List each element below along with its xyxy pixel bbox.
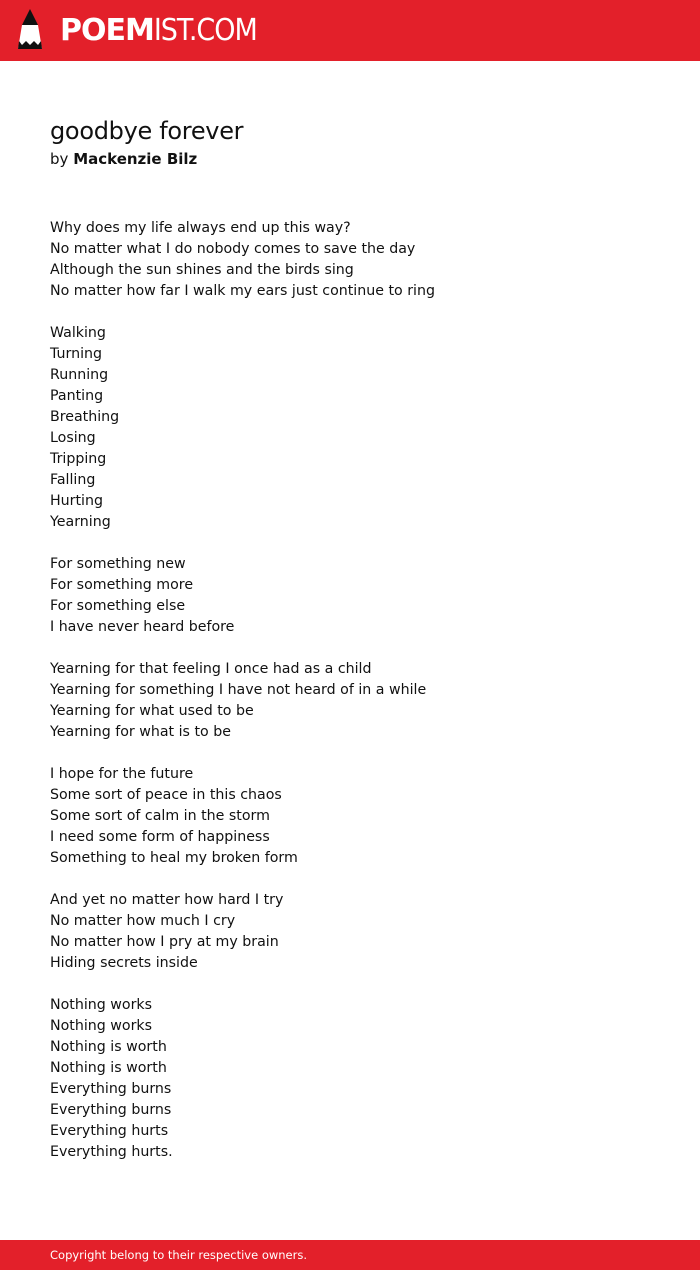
poem-line: Yearning for what used to be <box>50 703 254 719</box>
site-logo-link[interactable] <box>16 8 257 54</box>
poem-line: Although the sun shines and the birds sing <box>50 262 354 278</box>
poem-line: Something to heal my broken form <box>50 850 298 866</box>
poem-line: Losing <box>50 430 96 446</box>
poem-stanza <box>50 323 650 533</box>
poem-line: For something new <box>50 556 186 572</box>
poem-line: Hiding secrets inside <box>50 955 198 971</box>
poem-line: Walking <box>50 325 106 341</box>
poem-line: Everything burns <box>50 1081 172 1097</box>
poem-line: No matter what I do nobody comes to save the day <box>50 241 416 257</box>
copyright-notice: Copyright belong to their respective owners. <box>50 1248 308 1262</box>
poem-stanza <box>50 554 650 638</box>
poem-stanza <box>50 659 650 743</box>
poem-line: Turning <box>50 346 103 362</box>
poem-line: And yet no matter how hard I try <box>50 892 284 908</box>
poem-line: I hope for the future <box>50 766 194 782</box>
poem-line: Breathing <box>50 409 120 425</box>
poem-line: Everything hurts. <box>50 1144 173 1160</box>
poem-stanza <box>50 764 650 869</box>
poem-line: Panting <box>50 388 104 404</box>
poem-line: Falling <box>50 472 96 488</box>
byline-prefix: by <box>50 150 69 168</box>
poem-line: Everything burns <box>50 1102 172 1118</box>
poem-line: I have never heard before <box>50 619 235 635</box>
logo-text-bold: POEM <box>60 13 154 48</box>
poem-title: goodbye forever <box>50 117 244 145</box>
poem-line: Nothing is worth <box>50 1039 167 1055</box>
poem-line: For something more <box>50 577 194 593</box>
poem-stanza <box>50 890 650 974</box>
poem-line: Some sort of calm in the storm <box>50 808 270 824</box>
poem-line: Everything hurts <box>50 1123 169 1139</box>
site-header <box>0 0 700 61</box>
pencil-tip-icon <box>16 9 44 53</box>
poem-line: Hurting <box>50 493 103 509</box>
poem-line: Nothing works <box>50 1018 153 1034</box>
poem-stanza <box>50 218 650 302</box>
poem-line: No matter how I pry at my brain <box>50 934 279 950</box>
poem-line: Yearning for something I have not heard of in a while <box>50 682 427 698</box>
poem-line: Running <box>50 367 109 383</box>
poem-line: Yearning for what is to be <box>50 724 231 740</box>
poem-line: No matter how far I walk my ears just continue to ring <box>50 283 435 299</box>
poem-line: Some sort of peace in this chaos <box>50 787 282 803</box>
poem-line: Yearning <box>50 514 111 530</box>
poem-line: Tripping <box>50 451 107 467</box>
logo-text-light: IST.COM <box>153 13 257 48</box>
site-logo-text <box>60 13 257 48</box>
poem-line: Why does my life always end up this way? <box>50 220 351 236</box>
poem-byline <box>50 148 197 170</box>
poem-line: Nothing works <box>50 997 153 1013</box>
poem-line: I need some form of happiness <box>50 829 270 845</box>
poem-body <box>50 218 650 1184</box>
poem-line: Yearning for that feeling I once had as a child <box>50 661 372 677</box>
poem-stanza <box>50 995 650 1163</box>
poem-line: For something else <box>50 598 186 614</box>
poem-author: Mackenzie Bilz <box>73 150 198 168</box>
poem-line: Nothing is worth <box>50 1060 167 1076</box>
poem-line: No matter how much I cry <box>50 913 236 929</box>
site-footer <box>0 1240 700 1270</box>
